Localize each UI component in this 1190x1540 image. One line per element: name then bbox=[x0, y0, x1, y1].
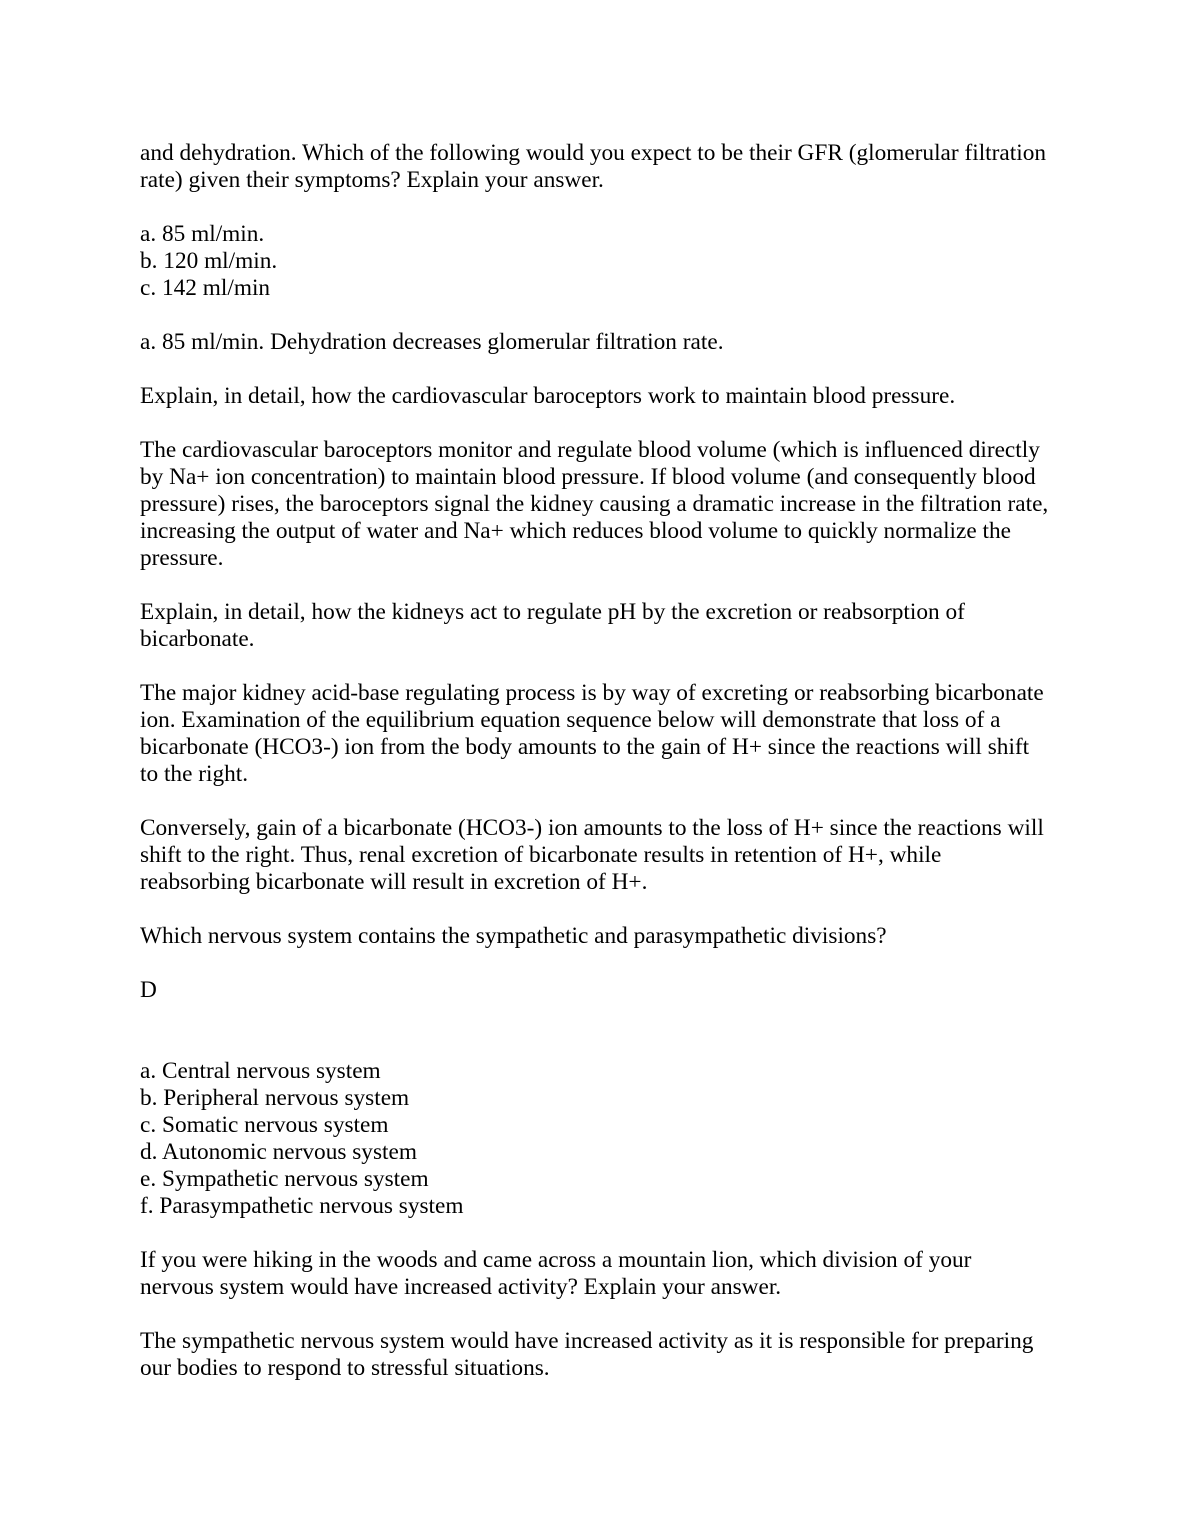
text-line: c. Somatic nervous system bbox=[140, 1112, 389, 1138]
text-line: The sympathetic nervous system would have increased activity as it is responsible for preparing bbox=[140, 1328, 1034, 1354]
question-nervous-system bbox=[140, 923, 1070, 950]
text-line: by Na+ ion concentration) to maintain blood pressure. If blood volume (and consequently blood bbox=[140, 464, 1036, 490]
text-line: rate) given their symptoms? Explain your answer. bbox=[140, 167, 604, 193]
text-line: D bbox=[140, 977, 157, 1003]
text-line: b. Peripheral nervous system bbox=[140, 1085, 410, 1111]
answer-gfr bbox=[140, 329, 1070, 356]
text-line: our bodies to respond to stressful situations. bbox=[140, 1355, 550, 1381]
text-line: increasing the output of water and Na+ which reduces blood volume to quickly normalize the bbox=[140, 518, 1011, 544]
text-line: b. 120 ml/min. bbox=[140, 248, 278, 274]
text-line: a. Central nervous system bbox=[140, 1058, 381, 1084]
text-line: nervous system would have increased activity? Explain your answer. bbox=[140, 1274, 782, 1300]
text-line: If you were hiking in the woods and came across a mountain lion, which division of your bbox=[140, 1247, 972, 1273]
text-line: a. 85 ml/min. Dehydration decreases glomerular filtration rate. bbox=[140, 329, 724, 355]
text-line: Explain, in detail, how the cardiovascular baroceptors work to maintain blood pressure. bbox=[140, 383, 956, 409]
answer-kidneys-ph-part1 bbox=[140, 680, 1070, 788]
question-baroceptors bbox=[140, 383, 1070, 410]
answer-baroceptors bbox=[140, 437, 1070, 572]
question-kidneys-ph bbox=[140, 599, 1070, 653]
text-line: reabsorbing bicarbonate will result in excretion of H+. bbox=[140, 869, 648, 895]
text-line: and dehydration. Which of the following would you expect to be their GFR (glomerular filtration bbox=[140, 140, 1046, 166]
text-line: Explain, in detail, how the kidneys act to regulate pH by the excretion or reabsorption of bbox=[140, 599, 965, 625]
text-line: shift to the right. Thus, renal excretion of bicarbonate results in retention of H+, while bbox=[140, 842, 942, 868]
text-line: bicarbonate. bbox=[140, 626, 255, 652]
text-line: The cardiovascular baroceptors monitor and regulate blood volume (which is influenced directly bbox=[140, 437, 1040, 463]
text-line: pressure. bbox=[140, 545, 224, 571]
text-line: c. 142 ml/min bbox=[140, 275, 271, 301]
text-line: bicarbonate (HCO3-) ion from the body amounts to the gain of H+ since the reactions will shift bbox=[140, 734, 1030, 760]
document-body bbox=[140, 140, 1070, 1409]
text-line: ion. Examination of the equilibrium equation sequence below will demonstrate that loss of a bbox=[140, 707, 1001, 733]
options-gfr bbox=[140, 221, 1070, 302]
question-mountain-lion bbox=[140, 1247, 1070, 1301]
text-line: pressure) rises, the baroceptors signal the kidney causing a dramatic increase in the filtration rate, bbox=[140, 491, 1049, 517]
question-gfr bbox=[140, 140, 1070, 194]
text-line: to the right. bbox=[140, 761, 249, 787]
text-line: Conversely, gain of a bicarbonate (HCO3-) ion amounts to the loss of H+ since the reactions will bbox=[140, 815, 1044, 841]
answer-letter-d bbox=[140, 977, 1070, 1004]
text-line: a. 85 ml/min. bbox=[140, 221, 265, 247]
text-line: Which nervous system contains the sympathetic and parasympathetic divisions? bbox=[140, 923, 887, 949]
answer-mountain-lion bbox=[140, 1328, 1070, 1382]
text-line: d. Autonomic nervous system bbox=[140, 1139, 417, 1165]
text-line: The major kidney acid-base regulating process is by way of excreting or reabsorbing bicarbonate bbox=[140, 680, 1044, 706]
text-line: e. Sympathetic nervous system bbox=[140, 1166, 429, 1192]
answer-kidneys-ph-part2 bbox=[140, 815, 1070, 896]
options-nervous-system bbox=[140, 1058, 1070, 1220]
text-line: f. Parasympathetic nervous system bbox=[140, 1193, 464, 1219]
